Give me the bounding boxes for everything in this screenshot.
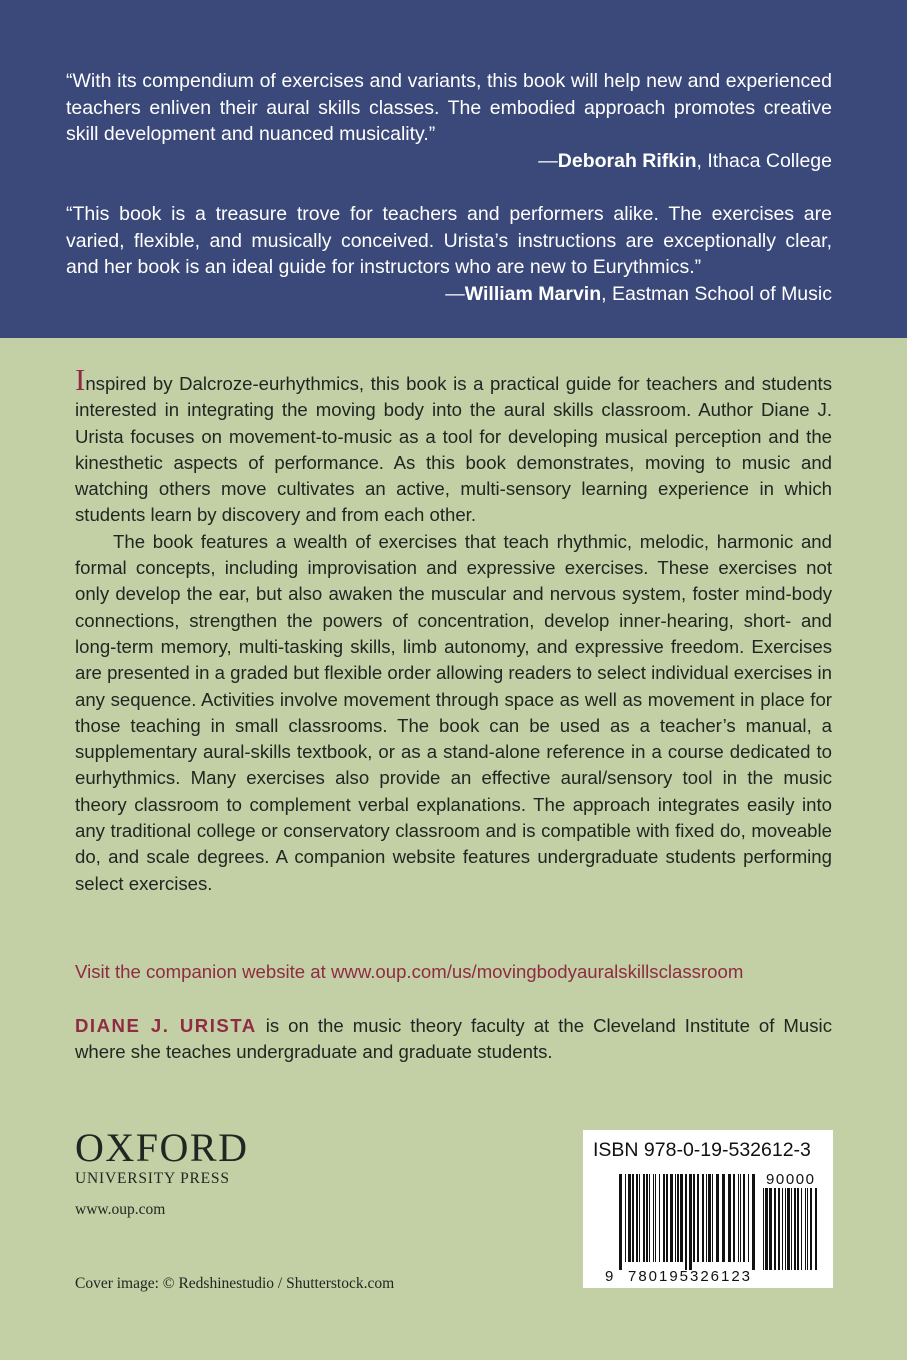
description-paragraph-2: The book features a wealth of exercises that teach rhythmic, melodic, harmonic and formal concepts, including improvisation and expressive exercises. These exercises not only develop the ear, but also awaken the muscular and nervous system, foster mind-body connections, strengthen the powers of concentration, develop inner-hearing, short- and long-term memory, multi-tasking skills, limb autonomy, and expressive freedom. Exercises are presented in a graded but flexible order allowing readers to select individual exercises in any sequence. Activities involve movement through space as well as movement in place for those teaching in small classrooms. The book can be used as a teacher’s manual, a supplementary aural-skills textbook, or as a stand-alone reference in a course dedicated to eurhythmics. Many exercises also provide an effective aural/sensory tool in the music theory classroom to complement verbal explanations. The approach integrates easily into any traditional college or conservatory classroom and is compatible with fixed do, moveable do, and scale degrees. A companion website features undergraduate students performing select exercises. — [75, 530, 832, 894]
barcode-bar — [632, 1174, 634, 1262]
cover-image-credit: Cover image: © Redshinestudio / Shutterstock.com — [75, 1275, 395, 1292]
barcode-digits: 780195326123 — [628, 1268, 750, 1285]
drop-cap: I — [75, 362, 86, 397]
barcode-bar — [763, 1188, 764, 1270]
barcode-bar — [639, 1174, 640, 1262]
barcode-bar — [646, 1174, 648, 1262]
quote-dash: — — [445, 282, 465, 305]
barcode-bar — [805, 1188, 806, 1270]
publisher-subname: UNIVERSITY PRESS — [75, 1170, 230, 1187]
barcode-bar — [677, 1174, 679, 1262]
endorsement-quote-2 — [66, 201, 832, 307]
quote-dash: — — [538, 149, 558, 172]
description-paragraph-1-text: nspired by Dalcroze-eurhythmics, this book is a practical guide for teachers and students interested in integrating the moving body into the aural skills classroom. Author Diane J. Urista focuses on movement-to-music as a tool for developing musical perception and the kinesthetic aspects of performance. As this book demonstrates, moving to music and watching others move cultivates an active, multi-sensory learning experience in which students learn by discovery and from each other. — [75, 373, 832, 526]
isbn-label: ISBN 978-0-19-532612-3 — [593, 1139, 811, 1161]
barcode-graphic — [583, 1130, 833, 1288]
barcode-bar — [689, 1174, 692, 1270]
quote-citation — [66, 281, 832, 308]
endorsement-quote-1 — [66, 68, 832, 174]
barcode-bar — [794, 1188, 796, 1270]
barcode-bar — [625, 1174, 626, 1262]
quote-author: William Marvin — [464, 282, 602, 305]
publisher-name: OXFORD — [75, 1125, 249, 1170]
description-paragraph-1 — [75, 362, 832, 529]
barcode-bar — [655, 1174, 656, 1262]
barcode-bar — [778, 1188, 780, 1270]
barcode-bar — [708, 1174, 711, 1262]
barcode-bar — [670, 1174, 673, 1262]
oxford-logo — [75, 1125, 249, 1189]
barcode-bar — [787, 1188, 790, 1270]
barcode-first-digit: 9 — [605, 1268, 614, 1285]
barcode-bar — [716, 1174, 719, 1262]
isbn-barcode — [583, 1130, 833, 1288]
companion-website-line: Visit the companion website at www.oup.com/us/movingbodyauralskillsclassroom — [75, 961, 744, 982]
author-bio-text: is on the music theory faculty at the Cleveland Institute of Music where she teaches undergraduate and graduate students. — [75, 1015, 832, 1063]
barcode-bar — [636, 1174, 638, 1262]
barcode-addon-bars — [763, 1188, 817, 1270]
barcode-bar — [697, 1174, 699, 1262]
barcode-price-code: 90000 — [766, 1171, 814, 1188]
barcode-bar — [801, 1188, 802, 1270]
barcode-bars — [619, 1174, 755, 1270]
barcode-bar — [643, 1174, 645, 1262]
barcode-bar — [765, 1188, 768, 1270]
quote-text: “This book is a treasure trove for teachers and performers alike. The exercises are varied, flexible, and musically conceived. Urista’s instructions are exceptionally clear, and her book is an ideal guide for instructors who are new to Eurythmics.” — [66, 203, 832, 278]
author-bio — [75, 1013, 832, 1066]
barcode-bar — [782, 1188, 783, 1270]
book-description — [75, 362, 832, 897]
barcode-bar — [748, 1174, 749, 1262]
barcode-bar — [659, 1174, 660, 1262]
publisher-url: www.oup.com — [75, 1201, 166, 1218]
barcode-bar — [666, 1174, 668, 1262]
barcode-bar — [649, 1174, 650, 1262]
quote-citation — [66, 148, 832, 175]
barcode-bar — [619, 1174, 622, 1270]
quote-author: Deborah Rifkin — [557, 149, 697, 172]
barcode-bar — [733, 1174, 735, 1262]
barcode-bar — [706, 1174, 707, 1262]
quote-affiliation: , Ithaca College — [696, 149, 832, 172]
barcode-bar — [810, 1188, 812, 1270]
barcode-bar — [712, 1174, 713, 1262]
barcode-bar — [722, 1174, 725, 1262]
barcode-bar — [702, 1174, 704, 1262]
barcode-bar — [743, 1174, 745, 1262]
barcode-bar — [663, 1174, 665, 1262]
barcode-bar — [693, 1174, 695, 1262]
barcode-bar — [797, 1188, 799, 1270]
barcode-bar — [815, 1188, 817, 1270]
barcode-bar — [774, 1188, 776, 1270]
barcode-bar — [675, 1174, 676, 1262]
author-name: DIANE J. URISTA — [75, 1015, 257, 1036]
barcode-bar — [738, 1174, 739, 1262]
barcode-bar — [728, 1174, 731, 1262]
barcode-bar — [791, 1188, 792, 1270]
barcode-bar — [628, 1174, 631, 1262]
barcode-bar — [752, 1174, 755, 1270]
endorsements-panel — [0, 0, 907, 338]
barcode-bar — [807, 1188, 808, 1270]
quote-text: “With its compendium of exercises and variants, this book will help new and experienced teachers enliven their aural skills classes. The embodied approach promotes creative skill development and nuanced musicality.” — [66, 70, 832, 145]
quote-affiliation: , Eastman School of Music — [601, 282, 832, 305]
barcode-bar — [653, 1174, 654, 1262]
barcode-bar — [769, 1188, 772, 1270]
barcode-bar — [685, 1174, 687, 1270]
barcode-bar — [785, 1188, 786, 1270]
barcode-bar — [680, 1174, 683, 1262]
barcode-bar — [740, 1174, 741, 1262]
